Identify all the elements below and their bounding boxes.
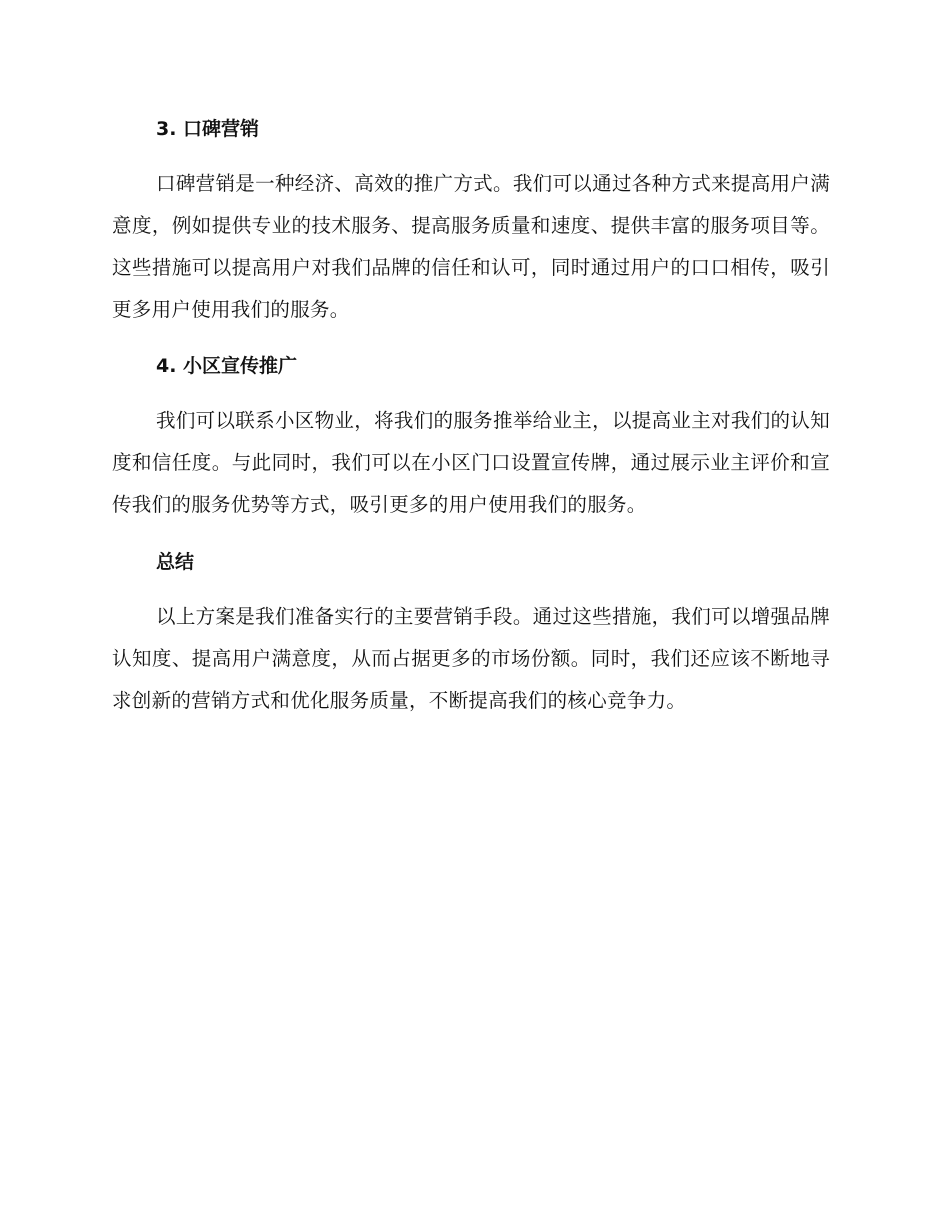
section-paragraph: 我们可以联系小区物业，将我们的服务推举给业主，以提高业主对我们的认知度和信任度。与此同时，我们可以在小区门口设置宣传牌，通过展示业主评价和宣传我们的服务优势等方式，吸引更多的用户使用我们的服务。 [112,409,830,516]
section-heading: 4. 小区宣传推广 [156,355,298,377]
section-paragraph: 以上方案是我们准备实行的主要营销手段。通过这些措施，我们可以增强品牌认知度、提高用户满意度，从而占据更多的市场份额。同时，我们还应该不断地寻求创新的营销方式和优化服务质量，不断提高我们的核心竞争力。 [112,605,830,712]
document-page [112,110,830,722]
section-community-promotion [112,353,830,526]
section-heading: 总结 [156,551,195,573]
section-paragraph: 口碑营销是一种经济、高效的推广方式。我们可以通过各种方式来提高用户满意度，例如提供专业的技术服务、提高服务质量和速度、提供丰富的服务项目等。这些措施可以提高用户对我们品牌的信任和认可，同时通过用户的口口相传，吸引更多用户使用我们的服务。 [112,172,830,321]
section-summary [112,549,830,722]
section-word-of-mouth-marketing [112,116,830,331]
section-heading: 3. 口碑营销 [156,118,260,140]
